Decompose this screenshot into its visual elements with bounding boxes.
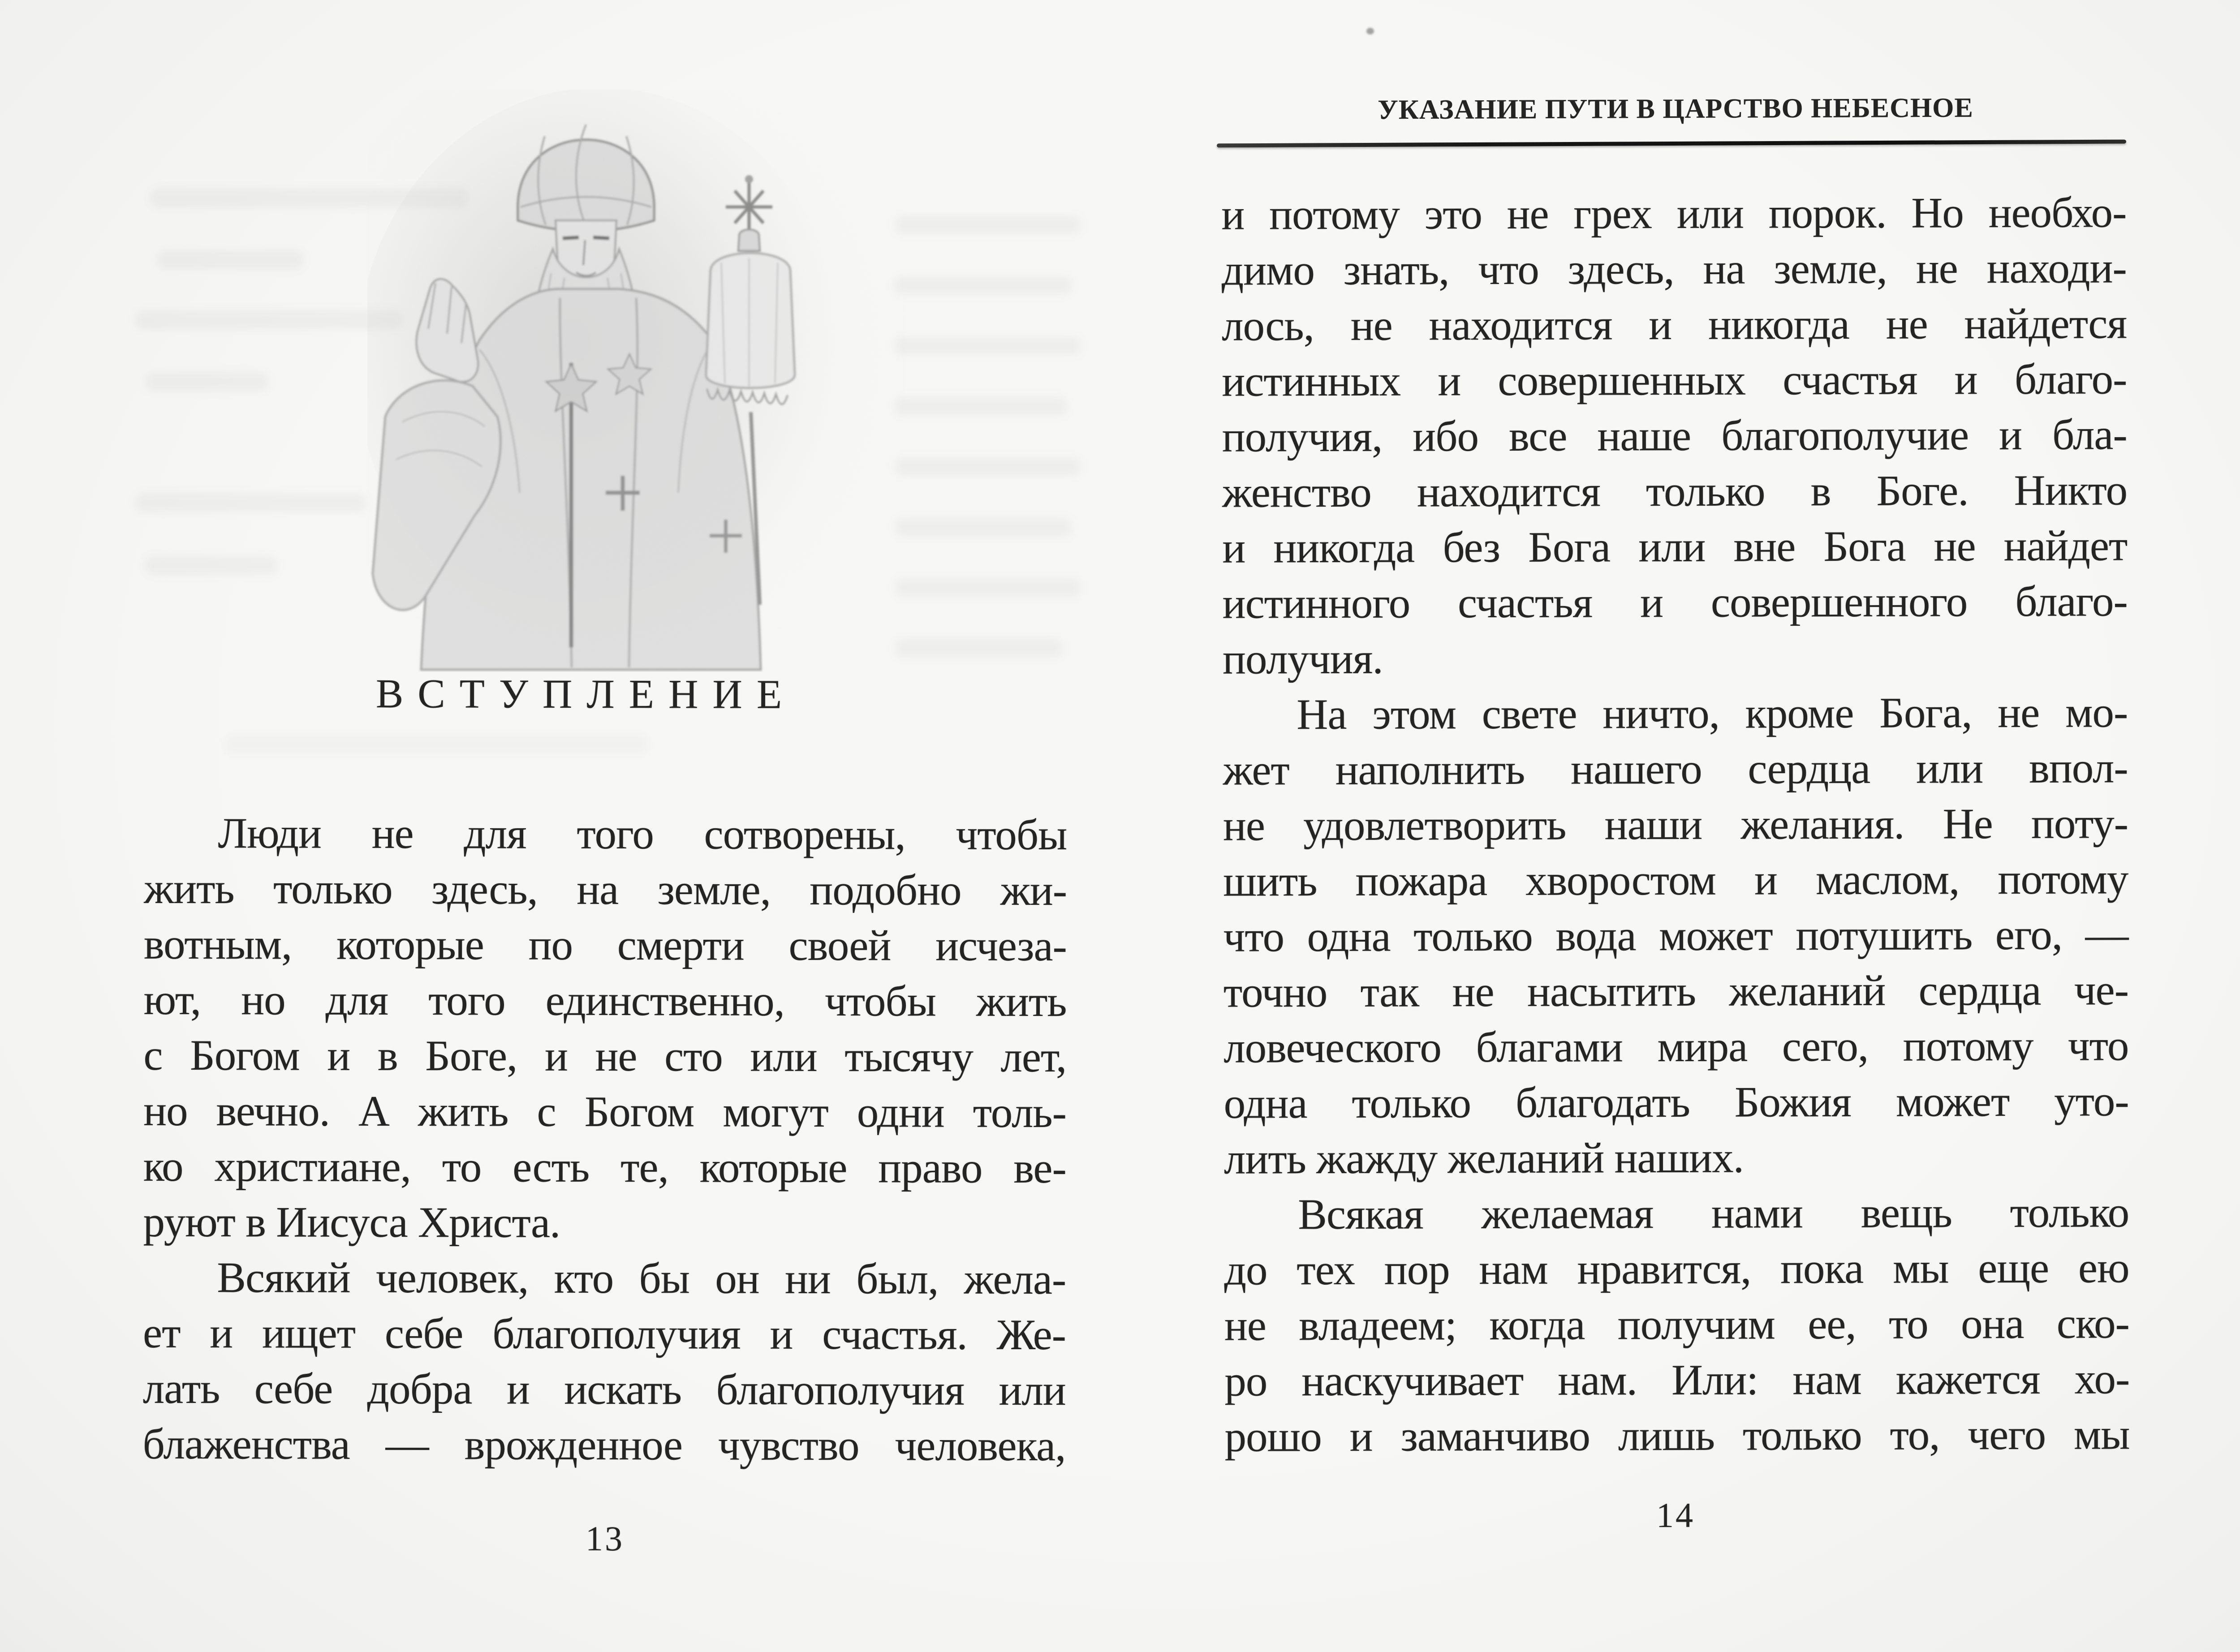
bleed-through-line: [894, 396, 1068, 416]
text-line: не удовлетворить наши желания. Не поту-: [1223, 799, 2128, 850]
text-line: ет и ищет себе благополучия и счастья. Же-: [142, 1308, 1066, 1359]
text-line: до тех пор нам нравится, пока мы еще ею: [1224, 1243, 2129, 1294]
text-line: истинного счастья и совершенного благо-: [1222, 577, 2128, 628]
page-number-right: 14: [1656, 1496, 1695, 1535]
text-line: лать себе добра и искать благополучия или: [142, 1364, 1066, 1415]
text-line: ко христиане, то есть те, которые право ве-: [143, 1142, 1066, 1192]
header-rule: [1217, 140, 2126, 148]
text-line: лось, не находится и никогда не найдется: [1221, 299, 2127, 350]
text-line: лить жажду желаний наших.: [1223, 1133, 1744, 1183]
bleed-through-line: [134, 493, 367, 512]
text-line: димо знать, что здесь, на земле, не находи-: [1221, 244, 2127, 294]
bleed-through-line: [894, 517, 1073, 537]
bleed-through-line: [894, 578, 1082, 598]
text-line: и потому это не грех или порок. Но необхо-: [1221, 188, 2127, 239]
right-page-text: [1221, 185, 2129, 1464]
text-line: жет наполнить нашего сердца или впол-: [1223, 744, 2128, 794]
text-line: руют в Иисуса Христа.: [143, 1197, 560, 1247]
text-line: одна только благодать Божия может уто-: [1223, 1077, 2129, 1127]
text-line: получия, ибо все наше благополучие и бла-: [1222, 410, 2127, 461]
text-line: ро наскучивает нам. Или: нам кажется хо-: [1224, 1355, 2130, 1405]
text-line: рошо и заманчиво лишь только то, чего мы: [1224, 1410, 2130, 1461]
text-line: ловеческого благами мира сего, потому что: [1223, 1021, 2129, 1072]
bleed-through-line: [157, 250, 305, 270]
bleed-through-line: [894, 638, 1064, 658]
text-line: блаженства — врожденное чувство человека,: [142, 1420, 1066, 1470]
bleed-through-line: [894, 457, 1082, 477]
bleed-through-line: [134, 310, 403, 330]
text-line: точно так не насытить желаний сердца че-: [1223, 966, 2129, 1016]
text-line: что одна только вода может потушить его, —: [1223, 910, 2128, 961]
text-line: ют, но для того единственно, чтобы жить: [143, 975, 1067, 1026]
text-line: с Богом и в Боге, и не сто или тысячу лет,: [143, 1031, 1067, 1081]
text-line: женство находится только в Боге. Никто: [1222, 466, 2128, 516]
text-line: получия.: [1222, 634, 1383, 683]
text-line: и никогда без Бога или вне Бога не найдет: [1222, 521, 2128, 572]
text-line: вотным, которые по смерти своей исчеза-: [143, 920, 1067, 970]
text-line: не владеем; когда получим ее, то она ско-: [1224, 1299, 2130, 1350]
text-line: На этом свете ничто, кроме Бога, не мо-: [1297, 688, 2128, 739]
bleed-through-line: [144, 555, 279, 575]
page-number-left: 13: [586, 1519, 624, 1558]
bleed-through-line: [144, 372, 270, 391]
text-line: но вечно. А жить с Богом могут одни толь-: [143, 1086, 1067, 1137]
left-page-text: [142, 805, 1067, 1474]
text-line: Люди не для того сотворены, чтобы: [218, 809, 1067, 859]
text-line: шить пожара хворостом и маслом, потому: [1223, 855, 2128, 905]
text-line: Всякая желаемая нами вещь только: [1298, 1188, 2129, 1239]
bleed-through-line: [894, 215, 1082, 235]
bishop-portrait-illustration: [367, 90, 905, 672]
bleed-through-line: [894, 275, 1073, 295]
text-line: жить только здесь, на земле, подобно жи-: [144, 864, 1067, 915]
bleed-through-line: [224, 735, 650, 754]
section-heading: ВСТУПЛЕНИЕ: [375, 671, 797, 717]
bleed-through-line: [894, 336, 1082, 356]
text-line: Всякий человек, кто бы он ни был, жела-: [217, 1253, 1066, 1304]
text-line: истинных и совершенных счастья и благо-: [1222, 355, 2127, 405]
running-header: УКАЗАНИЕ ПУТИ В ЦАРСТВО НЕБЕСНОЕ: [1378, 92, 1973, 125]
scan-speck: [1366, 28, 1374, 34]
